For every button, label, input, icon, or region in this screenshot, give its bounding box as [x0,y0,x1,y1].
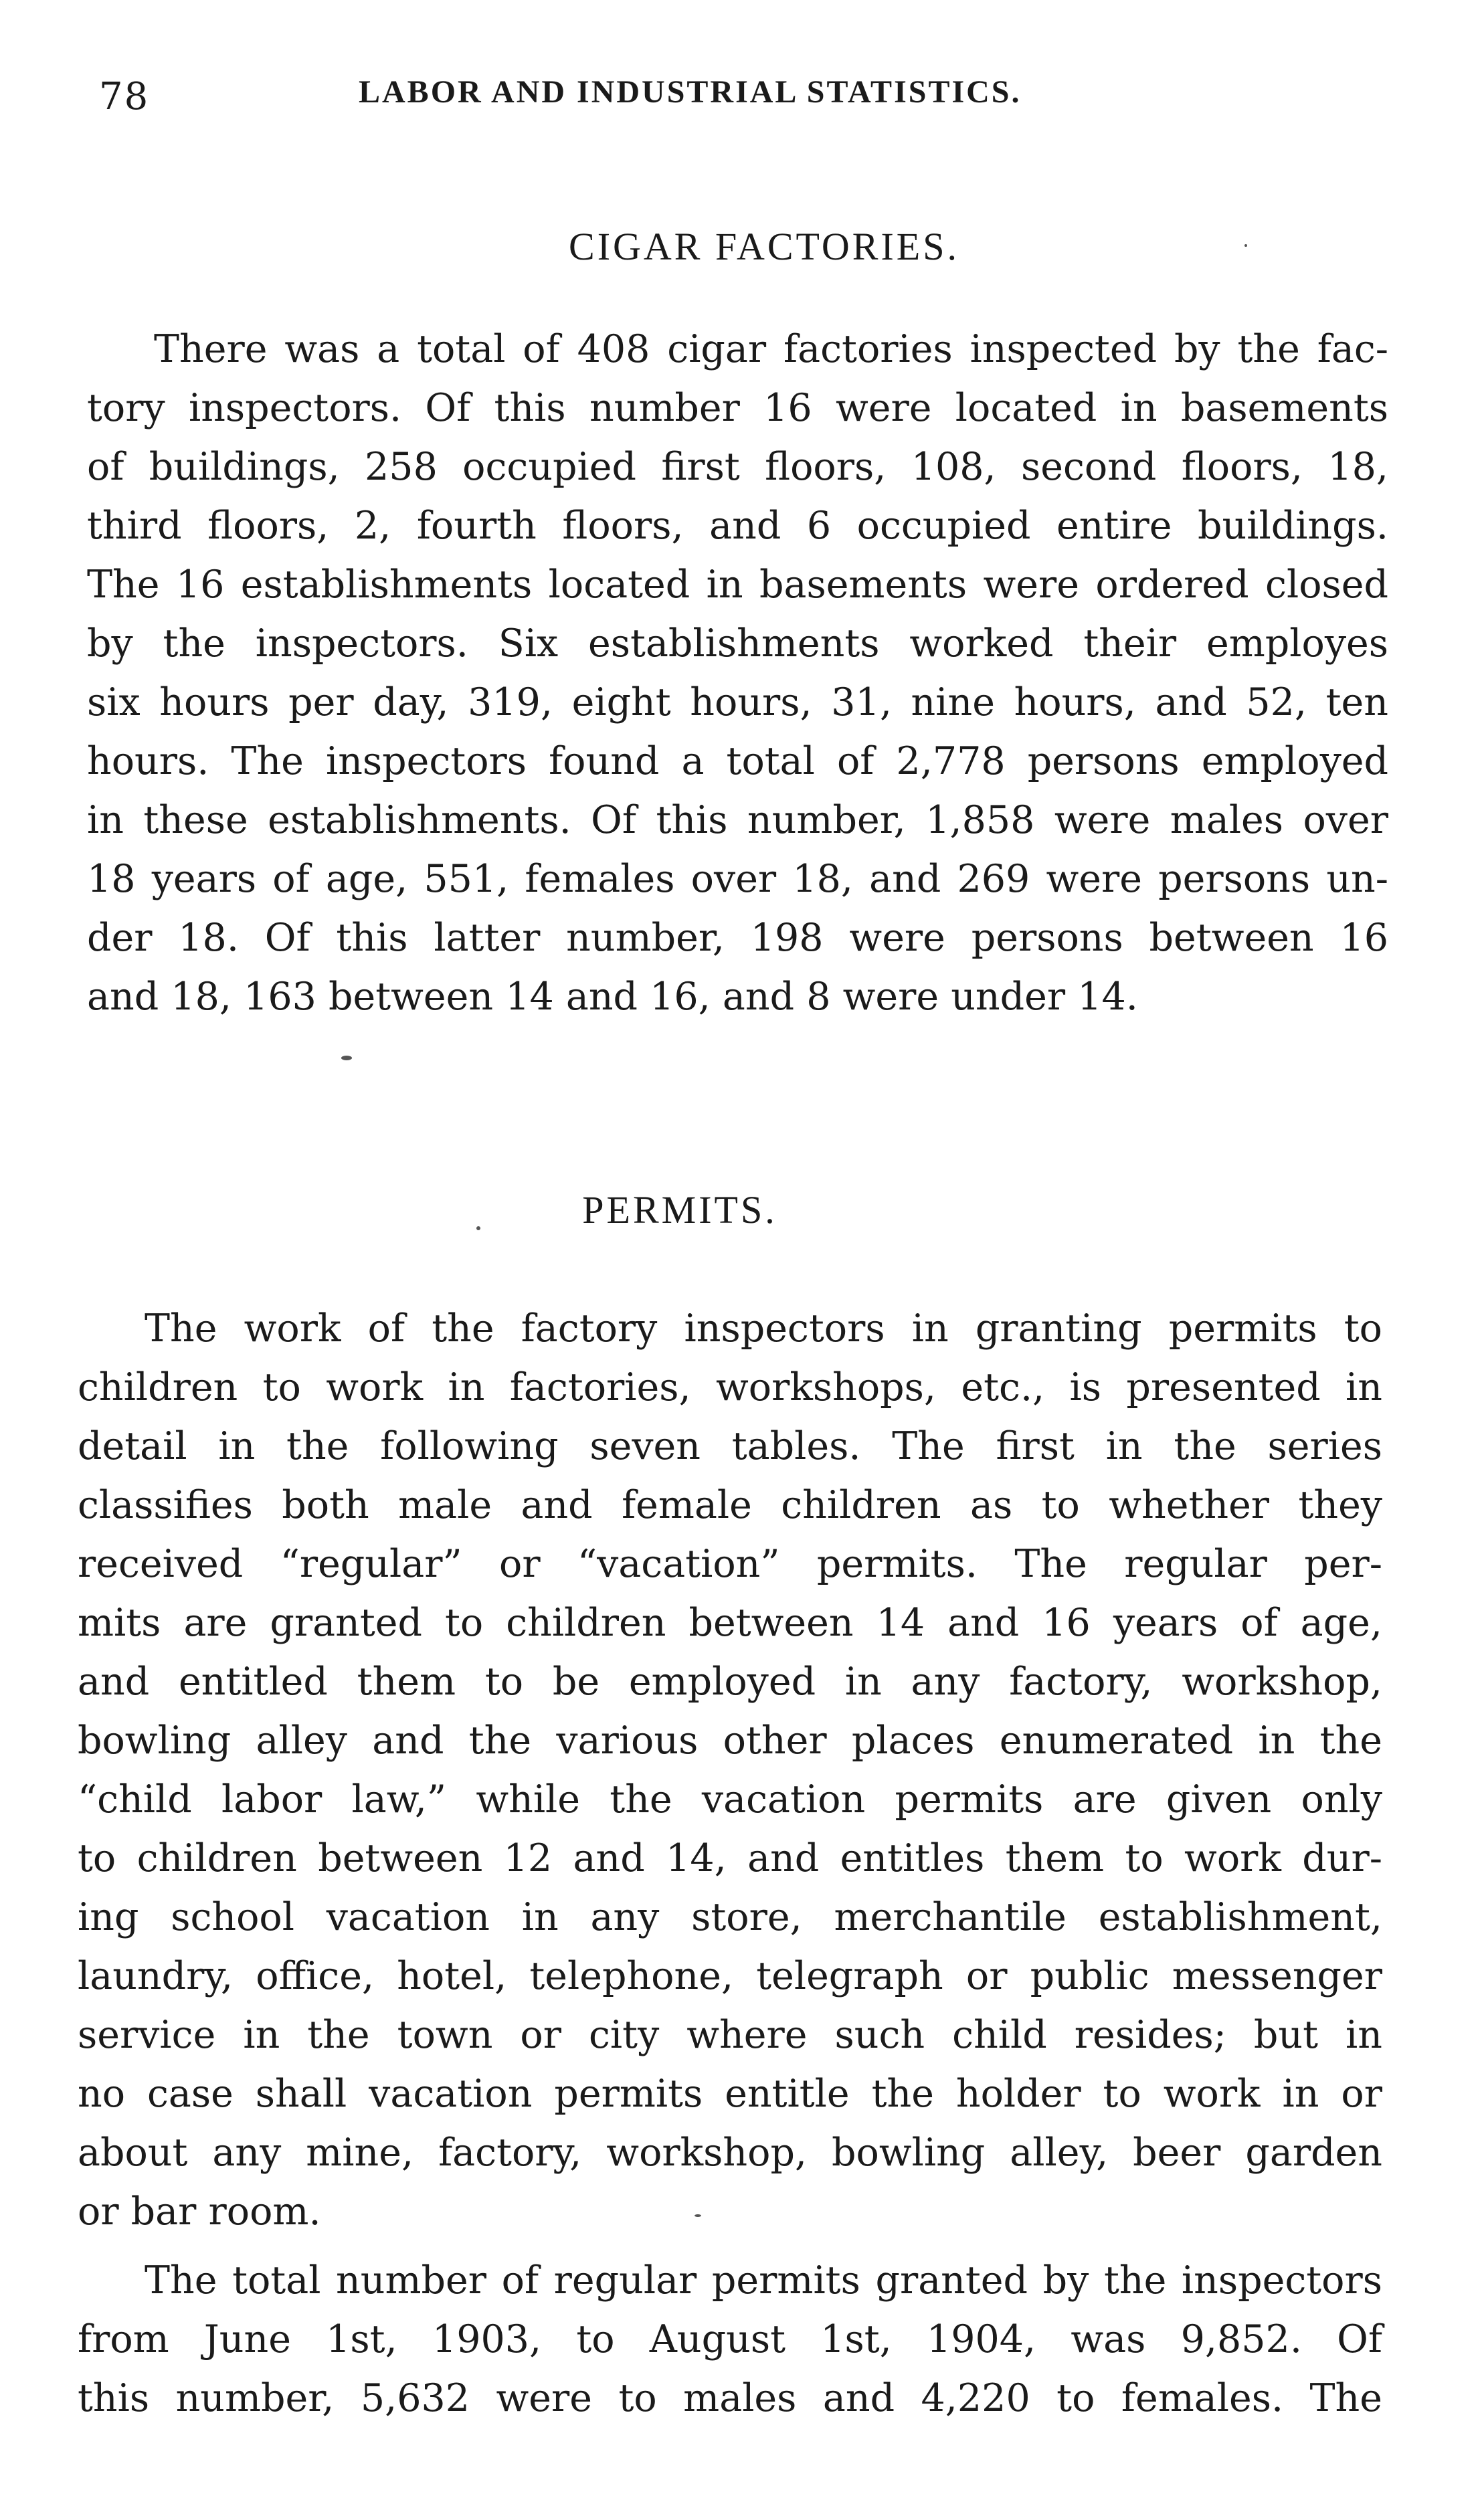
text-line: from June 1st, 1903, to August 1st, 1904, was 9,852. Of [78,2317,1382,2361]
text-line: third floors, 2, fourth floors, and 6 occupied entire buildings. [87,504,1388,548]
text-line: bowling alley and the various other places enumerated in the [78,1719,1382,1763]
text-line: “child labor law,” while the vacation permits are given only [78,1777,1382,1822]
text-line: laundry, office, hotel, telephone, telegraph or public messenger [78,1954,1382,1998]
paragraph-cigar-factories [87,320,1388,1026]
page-number: 78 [99,75,150,118]
text-line: 18 years of age, 551, females over 18, and 269 were persons un- [87,857,1388,901]
section-title-permits: PERMITS. [582,1188,777,1232]
print-speck [1244,244,1247,247]
text-line: no case shall vacation permits entitle the holder to work in or [78,2072,1382,2116]
running-title: LABOR AND INDUSTRIAL STATISTICS. [359,74,1022,110]
text-line: to children between 12 and 14, and entitles them to work dur- [78,1836,1382,1880]
text-line: service in the town or city where such child resides; but in [78,2013,1382,2057]
text-line: received “regular” or “vacation” permits. The regular per- [78,1542,1382,1586]
text-line: children to work in factories, workshops, etc., is presented in [78,1365,1382,1410]
print-speck [695,2214,701,2217]
running-head [99,67,1390,120]
text-line: The 16 establishments located in basements were ordered closed [87,563,1388,607]
paragraph-permits [78,1299,1382,2241]
print-speck [341,1056,352,1060]
section-title-cigar-factories: CIGAR FACTORIES. [569,225,959,268]
text-line: this number, 5,632 were to males and 4,220 to females. The [78,2376,1382,2420]
text-line: classifies both male and female children as to whether they [78,1483,1382,1527]
text-line: There was a total of 408 cigar factories inspected by the fac- [154,327,1388,371]
text-line: by the inspectors. Six establishments worked their employes [87,621,1388,666]
text-line: tory inspectors. Of this number 16 were located in basements [87,386,1388,430]
text-line: about any mine, factory, workshop, bowling alley, beer garden [78,2131,1382,2175]
text-line: der 18. Of this latter number, 198 were persons between 16 [87,916,1388,960]
text-line: of buildings, 258 occupied first floors, 108, second floors, 18, [87,445,1388,489]
text-line: hours. The inspectors found a total of 2,778 persons employed [87,739,1388,783]
text-line: mits are granted to children between 14 and 16 years of age, [78,1601,1382,1645]
text-line: in these establishments. Of this number, 1,858 were males over [87,798,1388,842]
text-line: ing school vacation in any store, merchantile establishment, [78,1895,1382,1939]
text-line: detail in the following seven tables. The first in the series [78,1424,1382,1468]
text-line: The work of the factory inspectors in granting permits to [145,1306,1382,1351]
text-line: The total number of regular permits granted by the inspectors [145,2258,1382,2303]
text-line: and 18, 163 between 14 and 16, and 8 were under 14. [87,975,1138,1019]
paragraph-permit-totals [78,2251,1382,2428]
print-speck [476,1226,480,1230]
text-line: and entitled them to be employed in any factory, workshop, [78,1660,1382,1704]
text-line: or bar room. [78,2190,321,2234]
text-line: six hours per day, 319, eight hours, 31, nine hours, and 52, ten [87,680,1388,724]
